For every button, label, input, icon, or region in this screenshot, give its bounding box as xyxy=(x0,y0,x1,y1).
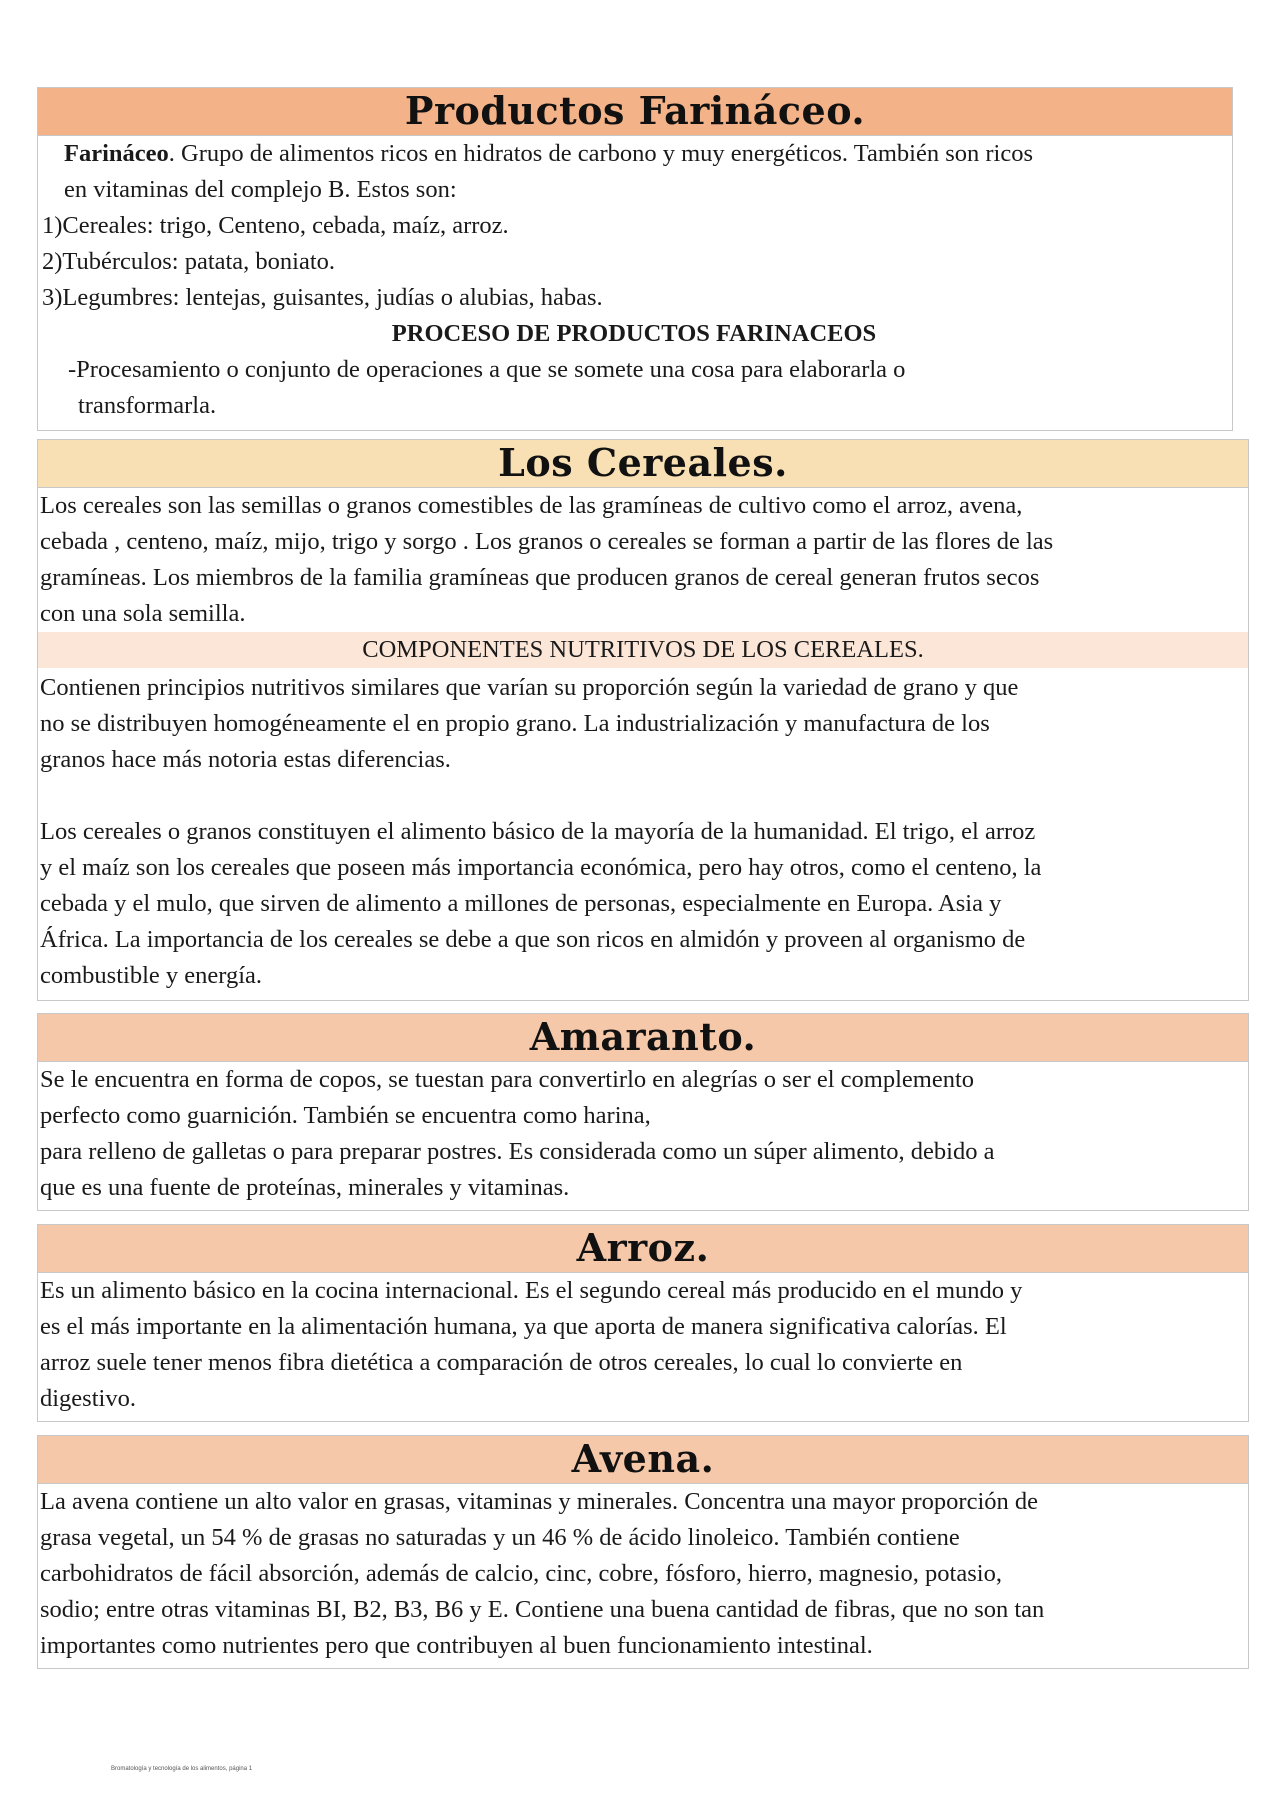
paragraph-line: Los cereales o granos constituyen el alimento básico de la mayoría de la humanidad. El trigo, el arroz xyxy=(40,818,1036,845)
paragraph-line: Se le encuentra en forma de copos, se tuestan para convertirlo en alegrías o ser el complemento xyxy=(40,1066,975,1093)
paragraph-line: digestivo. xyxy=(40,1385,136,1412)
list-item: 1)Cereales: trigo, Centeno, cebada, maíz, arroz. xyxy=(42,212,509,239)
section-body-farinaceo xyxy=(38,136,1232,424)
section-amaranto xyxy=(37,1013,1249,1211)
paragraph-line: cebada , centeno, maíz, mijo, trigo y sorgo . Los granos o cereales se forman a partir de las flores de las xyxy=(40,528,1054,555)
section-avena xyxy=(37,1435,1249,1669)
subheading-componentes-nutritivos: COMPONENTES NUTRITIVOS DE LOS CEREALES. xyxy=(38,632,1248,668)
paragraph-line: carbohidratos de fácil absorción, además de calcio, cinc, cobre, fósforo, hierro, magnesio, potasio, xyxy=(40,1560,1002,1587)
section-body-avena xyxy=(38,1484,1248,1664)
paragraph-line: para relleno de galletas o para preparar postres. Es considerada como un súper alimento, debido a xyxy=(40,1138,995,1165)
section-title-arroz: Arroz. xyxy=(38,1225,1248,1273)
section-title-farinaceo: Productos Farináceo. xyxy=(38,88,1232,136)
paragraph-line: con una sola semilla. xyxy=(40,600,246,627)
paragraph-line: cebada y el mulo, que sirven de alimento a millones de personas, especialmente en Europa. Asia y xyxy=(40,890,1002,917)
page-footer: Bromatología y tecnología de los alimentos, página 1 xyxy=(111,1766,253,1772)
paragraph-line: Es un alimento básico en la cocina internacional. Es el segundo cereal más producido en el mundo y xyxy=(40,1277,1023,1304)
intro-term: Farináceo xyxy=(64,140,169,167)
paragraph-line: arroz suele tener menos fibra dietética a comparación de otros cereales, lo cual lo convierte en xyxy=(40,1349,963,1376)
paragraph-line: sodio; entre otras vitaminas BI, B2, B3, B6 y E. Contiene una buena cantidad de fibras, que no son tan xyxy=(40,1596,1045,1623)
paragraph-line: La avena contiene un alto valor en grasas, vitaminas y minerales. Concentra una mayor proporción de xyxy=(40,1488,1039,1515)
paragraph-line: África. La importancia de los cereales se debe a que son ricos en almidón y proveen al organismo de xyxy=(40,926,1026,953)
section-body-amaranto xyxy=(38,1062,1248,1206)
paragraph-line: es el más importante en la alimentación humana, ya que aporta de manera significativa calorías. El xyxy=(40,1313,1007,1340)
intro-paragraph xyxy=(40,136,1228,172)
section-body-arroz xyxy=(38,1273,1248,1417)
paragraph-line: grasa vegetal, un 54 % de grasas no saturadas y un 46 % de ácido linoleico. También contiene xyxy=(40,1524,960,1551)
paragraph-spacer xyxy=(40,778,1244,814)
list-item: 3)Legumbres: lentejas, guisantes, judías o alubias, habas. xyxy=(42,284,603,311)
paragraph-line: que es una fuente de proteínas, minerales y vitaminas. xyxy=(40,1174,570,1201)
paragraph-line: importantes como nutrientes pero que contribuyen al buen funcionamiento intestinal. xyxy=(40,1632,873,1659)
section-productos-farinaceo xyxy=(37,87,1233,431)
paragraph-line: y el maíz son los cereales que poseen más importancia económica, pero hay otros, como el centeno, la xyxy=(40,854,1042,881)
process-text-continuation: transformarla. xyxy=(78,392,217,419)
section-arroz xyxy=(37,1224,1249,1422)
process-text-line-2 xyxy=(40,388,1228,424)
section-title-cereales: Los Cereales. xyxy=(38,440,1248,488)
section-title-avena: Avena. xyxy=(38,1436,1248,1484)
intro-line-2: en vitaminas del complejo B. Estos son: xyxy=(64,176,457,203)
list-item: 2)Tubérculos: patata, boniato. xyxy=(42,248,336,275)
process-text-line-1: -Procesamiento o conjunto de operaciones a que se somete una cosa para elaborarla o xyxy=(68,356,906,383)
section-body-cereales xyxy=(38,488,1248,994)
intro-definition: . Grupo de alimentos ricos en hidratos de carbono y muy energéticos. También son ricos xyxy=(168,140,1033,167)
paragraph-line: perfecto como guarnición. También se encuentra como harina, xyxy=(40,1102,651,1129)
paragraph-line: Los cereales son las semillas o granos comestibles de las gramíneas de cultivo como el arroz, avena, xyxy=(40,492,1023,519)
paragraph-line: no se distribuyen homogéneamente el en propio grano. La industrialización y manufactura de los xyxy=(40,710,990,737)
paragraph-line: gramíneas. Los miembros de la familia gramíneas que producen granos de cereal generan frutos secos xyxy=(40,564,1040,591)
process-heading: PROCESO DE PRODUCTOS FARINACEOS xyxy=(391,320,877,347)
paragraph-line: combustible y energía. xyxy=(40,962,263,989)
paragraph-line: granos hace más notoria estas diferencias. xyxy=(40,746,451,773)
paragraph-line: Contienen principios nutritivos similares que varían su proporción según la variedad de grano y que xyxy=(40,674,1019,701)
section-los-cereales xyxy=(37,439,1249,1001)
section-title-amaranto: Amaranto. xyxy=(38,1014,1248,1062)
